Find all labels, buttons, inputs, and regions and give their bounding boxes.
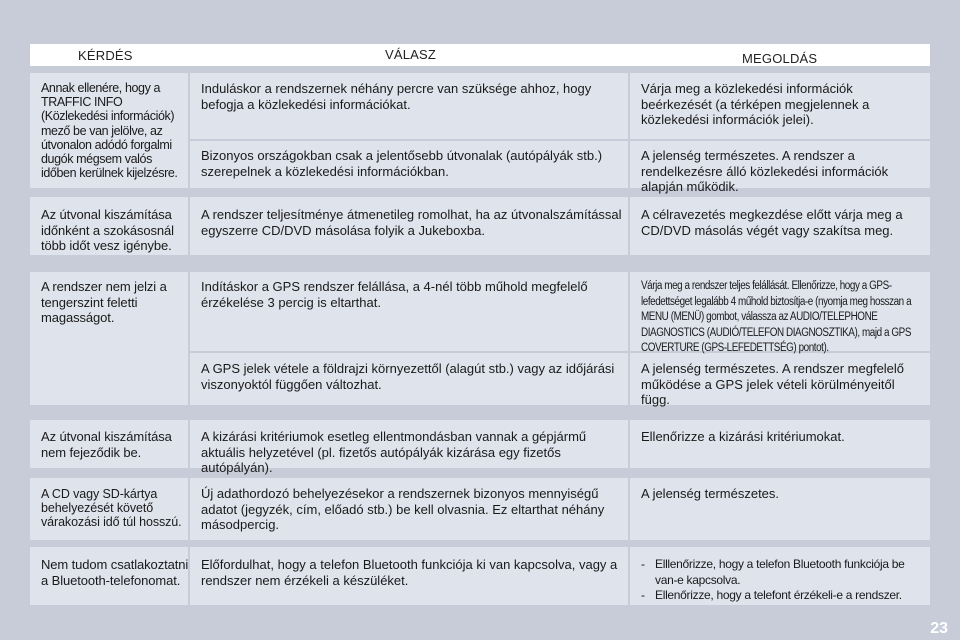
answer-cell: Induláskor a rendszernek néhány percre van szüksége ahhoz, hogy befogja a közlekedési információkat. [201, 81, 592, 112]
answer-cell: Új adathordozó behelyezésekor a rendszernek bizonyos mennyiségű adatot (jegyzék, cím, előadó stb.) be kell olvasnia. Ez eltarthat néhány másodpercig. [201, 486, 605, 532]
answer-cell: Indításkor a GPS rendszer felállása, a 4-nél több műhold megfelelő érzékelése 3 percig is eltarthat. [201, 279, 588, 310]
solution-cell: A jelenség természetes. A rendszer a rendelkezésre álló közlekedési információk alapján működik. [641, 148, 889, 194]
solution-list [641, 557, 923, 604]
solution-cell [641, 557, 923, 604]
list-item: - Elllenőrizze, hogy a telefon Bluetooth funkciója be van-e kapcsolva. [641, 557, 923, 588]
solution-cell: Várja meg a rendszer teljes felállását. Ellenőrizze, hogy a GPS-lefedettséget legalább 4 műhold biztosítja-e (nyomja meg hosszan a MENU (MENÜ) gombot, válassza az AUDIO/TELEPHONE DIAGNOSTICS (AUDIÓ/TELEFON DIAGNOSZTIKA), majd a GPS COVERTURE (GPS-LEFEDETTSÉG) pontot). [641, 280, 912, 354]
header-answer: VÁLASZ [385, 47, 437, 62]
answer-cell: A GPS jelek vétele a földrajzi környezettől (alagút stb.) vagy az időjárási viszonyoktól függően változhat. [201, 361, 615, 392]
solution-cell: A jelenség természetes. [641, 486, 780, 501]
list-item: - Ellenőrizze, hogy a telefont érzékeli-e a rendszer. [641, 588, 923, 604]
column-divider [628, 73, 630, 605]
question-cell: Nem tudom csatlakoztatni a Bluetooth-telefonomat. [41, 557, 189, 588]
solution-cell: Ellenőrizze a kizárási kritériumokat. [641, 429, 845, 444]
solution-cell: A jelenség természetes. A rendszer megfelelő működése a GPS jelek vételi körülményeitől függ. [641, 361, 905, 407]
question-cell: A rendszer nem jelzi a tengerszint feletti magasságot. [41, 279, 167, 325]
row-divider [190, 139, 930, 141]
header-question: KÉRDÉS [78, 48, 133, 63]
solution-cell: A célravezetés megkezdése előtt várja meg a CD/DVD másolás végét vagy szakítsa meg. [641, 207, 903, 238]
question-cell: Annak ellenére, hogy a TRAFFIC INFO (Közlekedési információk) mező be van jelölve, az útvonalon adódó forgalmi dugók mégsem valós időben kerülnek kijelzésre. [41, 81, 178, 181]
page-number: 23 [930, 620, 948, 637]
answer-cell: A kizárási kritériumok esetleg ellentmondásban vannak a gépjármű aktuális helyzetével (pl. fizetős autópályák kizárása egy fizetős autópályán). [201, 429, 587, 475]
header-solution: MEGOLDÁS [742, 51, 818, 66]
question-cell: A CD vagy SD-kártya behelyezését követő várakozási idő túl hosszú. [41, 487, 182, 530]
question-cell: Az útvonal kiszámítása időnként a szokásosnál több időt vesz igénybe. [41, 207, 174, 253]
question-cell: Az útvonal kiszámítása nem fejeződik be. [41, 429, 172, 460]
answer-cell: Előfordulhat, hogy a telefon Bluetooth funkciója ki van kapcsolva, vagy a rendszer nem érzékeli a készüléket. [201, 557, 618, 588]
answer-cell: A rendszer teljesítménye átmenetileg romolhat, ha az útvonalszámítással egyszerre CD/DVD másolása folyik a Jukeboxba. [201, 207, 622, 238]
answer-cell: Bizonyos országokban csak a jelentősebb útvonalak (autópályák stb.) szerepelnek a közlekedési információkban. [201, 148, 603, 179]
solution-cell: Várja meg a közlekedési információk beérkezését (a térképen megjelennek a közlekedési információk jelei). [641, 81, 870, 127]
